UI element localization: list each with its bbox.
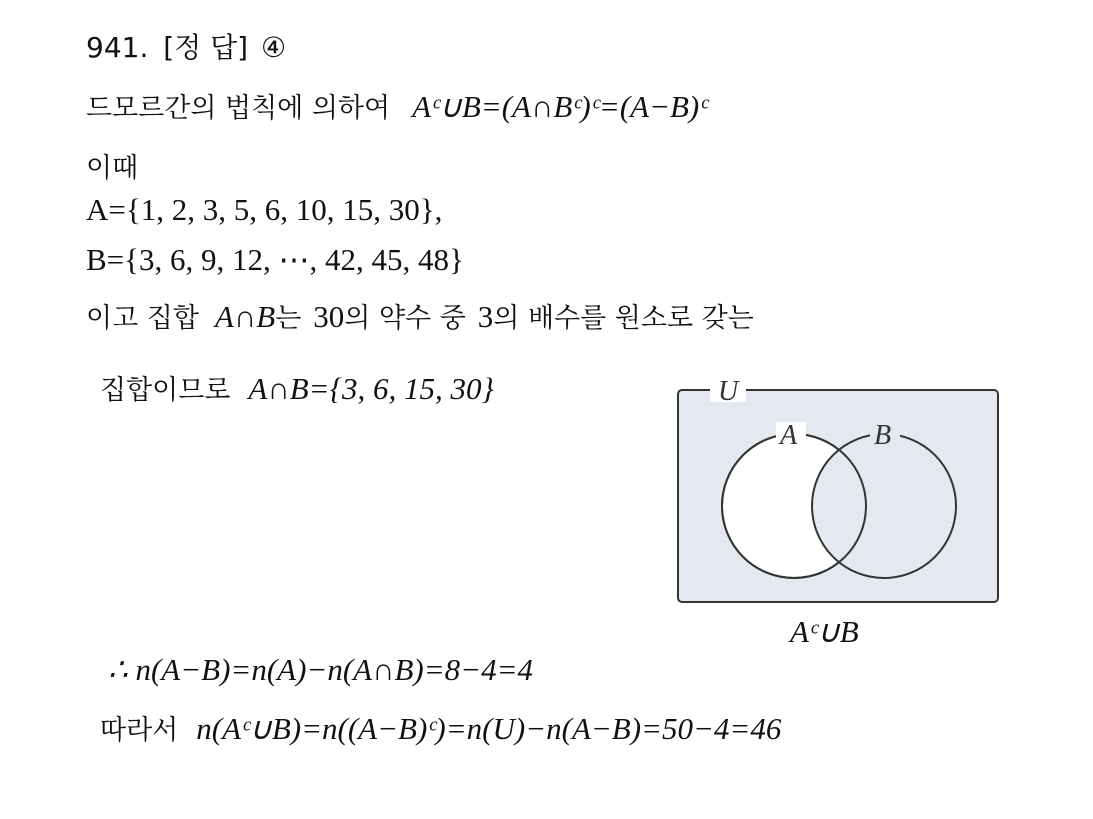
de-morgan-text: 드모르간의 법칙에 의하여 xyxy=(86,93,391,124)
de-morgan-line xyxy=(86,86,707,125)
universe-label: U xyxy=(718,378,739,407)
explanation-text-d: 의 배수를 원소로 갖는 xyxy=(493,303,754,334)
final-formula: n(Aᶜ∪B)=n((A−B)ᶜ)=n(U)−n(A−B)=50−4=46 xyxy=(196,711,782,746)
set-a-label: A xyxy=(780,420,798,451)
problem-number: 941. xyxy=(86,31,149,64)
intersection-symbol: A∩B xyxy=(214,299,276,334)
set-a-definition: A={1, 2, 3, 5, 6, 10, 15, 30}, xyxy=(86,192,443,227)
de-morgan-formula: Aᶜ∪B=(A∩Bᶜ)ᶜ=(A−B)ᶜ xyxy=(412,89,708,124)
final-therefore-text: 따라서 xyxy=(100,715,179,746)
explanation-num-3: 3 xyxy=(477,299,494,334)
explanation-num-30: 30 xyxy=(313,299,345,334)
venn-caption: Aᶜ∪B xyxy=(790,614,859,649)
therefore-set-text: 집합이므로 xyxy=(100,375,231,406)
set-b-circle xyxy=(812,434,956,578)
final-answer-line xyxy=(100,708,781,747)
difference-count-line: ∴ n(A−B)=n(A)−n(A∩B)=8−4=4 xyxy=(108,652,533,687)
problem-header xyxy=(86,26,286,66)
set-b-definition: B={3, 6, 9, 12, ⋯, 42, 45, 48} xyxy=(86,242,464,277)
intersection-result-formula: A∩B={3, 6, 15, 30} xyxy=(248,371,494,406)
explanation-text-a: 이고 집합 xyxy=(86,303,199,334)
venn-diagram xyxy=(672,378,1007,653)
explanation-text-b: 는 xyxy=(275,303,302,334)
answer-value: ④ xyxy=(261,31,287,64)
intersection-explanation xyxy=(86,296,754,335)
set-b-label: B xyxy=(874,420,892,451)
then-text: 이때 xyxy=(86,153,139,184)
explanation-text-c: 의 약수 중 xyxy=(344,303,466,334)
intersection-result xyxy=(100,368,494,407)
answer-tag: [정 답] xyxy=(163,31,249,64)
